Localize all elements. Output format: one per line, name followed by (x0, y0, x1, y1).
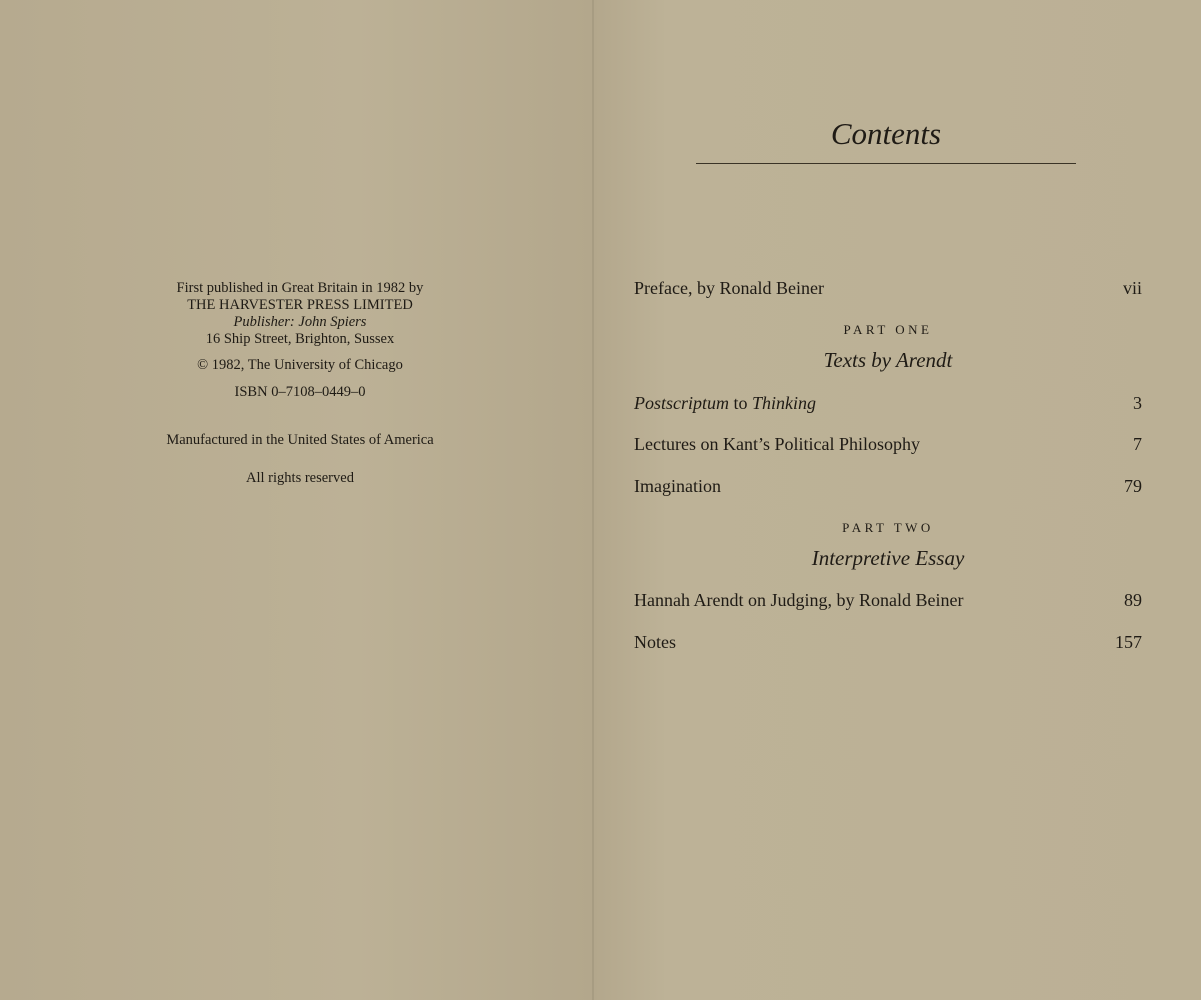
imprint-rights: All rights reserved (246, 470, 354, 486)
toc-entry-label: Imagination (634, 476, 721, 496)
toc-entry-label: Hannah Arendt on Judging, by Ronald Beiner (634, 590, 964, 610)
toc-entry-label: Lectures on Kant’s Political Philosophy (634, 434, 920, 454)
copyright-imprint (120, 280, 480, 487)
toc-entry-label (634, 393, 816, 414)
toc-entry-label-roman: to (729, 393, 753, 413)
title-rule (696, 163, 1076, 164)
imprint-copyright: © 1982, The University of Chicago (197, 357, 403, 373)
imprint-isbn: ISBN 0–7108–0449–0 (234, 384, 366, 400)
toc-entry-page: vii (1122, 278, 1142, 298)
part-one-title: Texts by Arendt (823, 348, 953, 372)
toc-entry-label: Notes (634, 632, 676, 652)
toc-entry-page: 79 (1124, 476, 1142, 496)
toc-entry-page: 89 (1124, 590, 1142, 610)
part-one-label: PART ONE (843, 322, 933, 337)
imprint-manufactured: Manufactured in the United States of America (166, 432, 434, 448)
imprint-address: 16 Ship Street, Brighton, Sussex (205, 331, 395, 347)
left-page (0, 0, 592, 1000)
imprint-publisher: Publisher: John Spiers (233, 314, 367, 330)
imprint-first-published: First published in Great Britain in 1982 by (176, 280, 424, 296)
toc-entry-page: 3 (1133, 393, 1142, 413)
toc-entry-label-italic: Thinking (752, 393, 817, 413)
toc-entry-page: 7 (1133, 434, 1142, 454)
toc-entry-page: 157 (1115, 632, 1142, 652)
part-two-label: PART TWO (842, 520, 934, 535)
toc-entry-label-italic: Postscriptum (634, 393, 730, 413)
imprint-publisher-name: THE HARVESTER PRESS LIMITED (187, 297, 413, 313)
contents-title: Contents (830, 116, 942, 151)
part-two-title: Interpretive Essay (811, 546, 965, 570)
toc-entry-label: Preface, by Ronald Beiner (634, 278, 824, 298)
